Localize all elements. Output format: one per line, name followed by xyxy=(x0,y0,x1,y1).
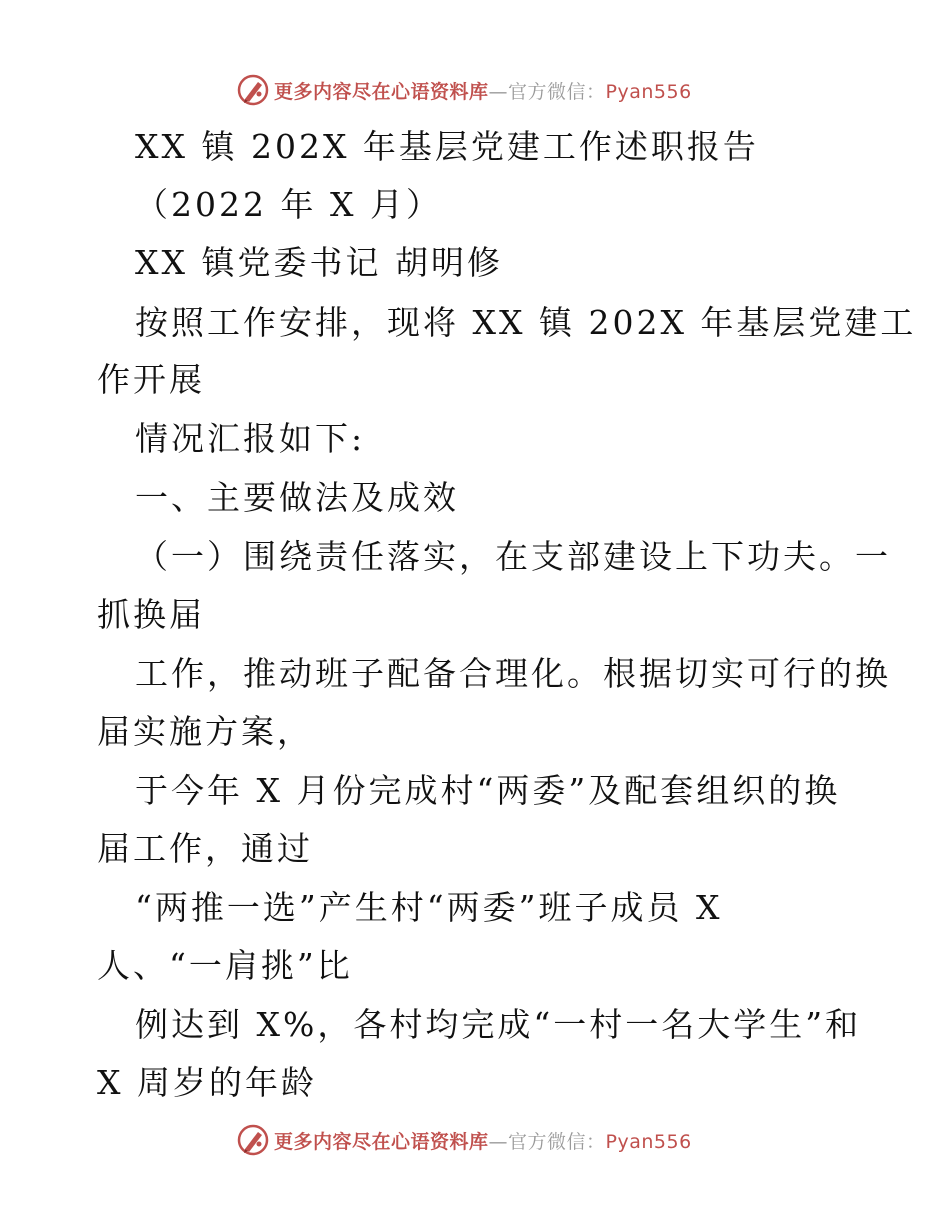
document-author: XX 镇党委书记 胡明修 xyxy=(135,243,503,282)
watermark-label: 官方微信： xyxy=(508,1130,606,1153)
watermark-text xyxy=(274,77,692,104)
body-line: X 周岁的年龄 xyxy=(97,1063,317,1102)
body-line: （一）围绕责任落实，在支部建设上下功夫。一 xyxy=(135,537,891,576)
body-line: 届工作，通过 xyxy=(97,829,313,868)
watermark-id: Pyan556 xyxy=(605,1130,692,1153)
watermark-banner-top xyxy=(236,72,716,108)
section-heading: 一、主要做法及成效 xyxy=(135,478,459,517)
body-line: “两推一选”产生村“两委”班子成员 X xyxy=(135,888,723,927)
watermark-text xyxy=(274,1127,692,1154)
document-date: （2022 年 X 月） xyxy=(135,185,442,224)
watermark-id: Pyan556 xyxy=(605,80,692,103)
body-line: 人、“一肩挑”比 xyxy=(97,946,353,985)
watermark-dash: — xyxy=(488,1130,509,1153)
document-title: XX 镇 202X 年基层党建工作述职报告 xyxy=(135,127,759,166)
watermark-label: 官方微信： xyxy=(508,80,606,103)
body-line: 例达到 X%，各村均完成“一村一名大学生”和 xyxy=(135,1005,862,1044)
watermark-dash: — xyxy=(488,80,509,103)
body-line: 作开展 xyxy=(97,360,205,399)
body-line: 届实施方案， xyxy=(97,712,313,751)
watermark-banner-bottom xyxy=(236,1122,716,1158)
body-line: 按照工作安排，现将 XX 镇 202X 年基层党建工 xyxy=(135,303,917,342)
pen-logo-icon xyxy=(236,73,270,107)
pen-logo-icon xyxy=(236,1123,270,1157)
body-line: 情况汇报如下: xyxy=(135,419,366,458)
watermark-lead: 更多内容尽在心语资料库 xyxy=(274,1130,489,1153)
body-line: 工作，推动班子配备合理化。根据切实可行的换 xyxy=(135,654,891,693)
body-line: 于今年 X 月份完成村“两委”及配套组织的换 xyxy=(135,771,841,810)
watermark-lead: 更多内容尽在心语资料库 xyxy=(274,80,489,103)
body-line: 抓换届 xyxy=(97,595,205,634)
